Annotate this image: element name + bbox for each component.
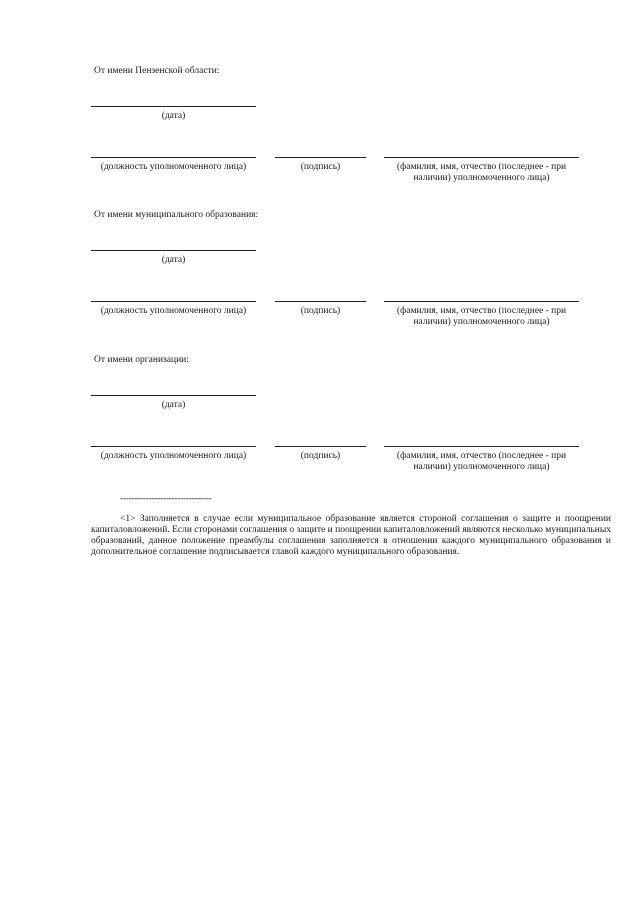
party-block-municipality — [0, 210, 640, 340]
signature-line — [275, 446, 366, 447]
position-line — [91, 157, 256, 158]
party-block-organization — [0, 355, 640, 485]
party-block-penza-region — [0, 66, 640, 196]
full-name-caption: (фамилия, имя, отчество (последнее - при наличии) уполномоченного лица) — [396, 451, 567, 472]
position-caption: (должность уполномоченного лица) — [100, 451, 247, 461]
signature-line — [275, 301, 366, 302]
date-caption: (дата) — [161, 255, 186, 265]
signature-line — [275, 157, 366, 158]
footnote-text: <1> Заполняется в случае если муниципальное образование является стороной соглашения о защите и поощрении капиталовложений. Если сторонами соглашения о защите и поощрении капиталовложений являются несколько муниципальных образований, данное положение преамбулы соглашения заполняется в отношении каждого муниципального образования и дополнительное соглашение подписывается главой каждого муниципального образования. — [91, 514, 611, 557]
full-name-line — [384, 157, 579, 158]
signature-caption: (подпись) — [300, 306, 341, 316]
full-name-caption: (фамилия, имя, отчество (последнее - при наличии) уполномоченного лица) — [396, 162, 567, 183]
position-line — [91, 301, 256, 302]
date-caption: (дата) — [161, 400, 186, 410]
footnote-separator: -------------------------------- — [120, 494, 212, 504]
date-line — [91, 106, 256, 107]
full-name-line — [384, 301, 579, 302]
party-heading: От имени Пензенской области: — [94, 66, 220, 76]
party-heading: От имени организации: — [94, 355, 189, 365]
position-caption: (должность уполномоченного лица) — [100, 162, 247, 172]
date-line — [91, 250, 256, 251]
full-name-caption: (фамилия, имя, отчество (последнее - при наличии) уполномоченного лица) — [396, 306, 567, 327]
position-line — [91, 446, 256, 447]
full-name-line — [384, 446, 579, 447]
position-caption: (должность уполномоченного лица) — [100, 306, 247, 316]
party-heading: От имени муниципального образования: — [94, 210, 259, 220]
signature-caption: (подпись) — [300, 451, 341, 461]
date-line — [91, 395, 256, 396]
date-caption: (дата) — [161, 111, 186, 121]
signature-caption: (подпись) — [300, 162, 341, 172]
